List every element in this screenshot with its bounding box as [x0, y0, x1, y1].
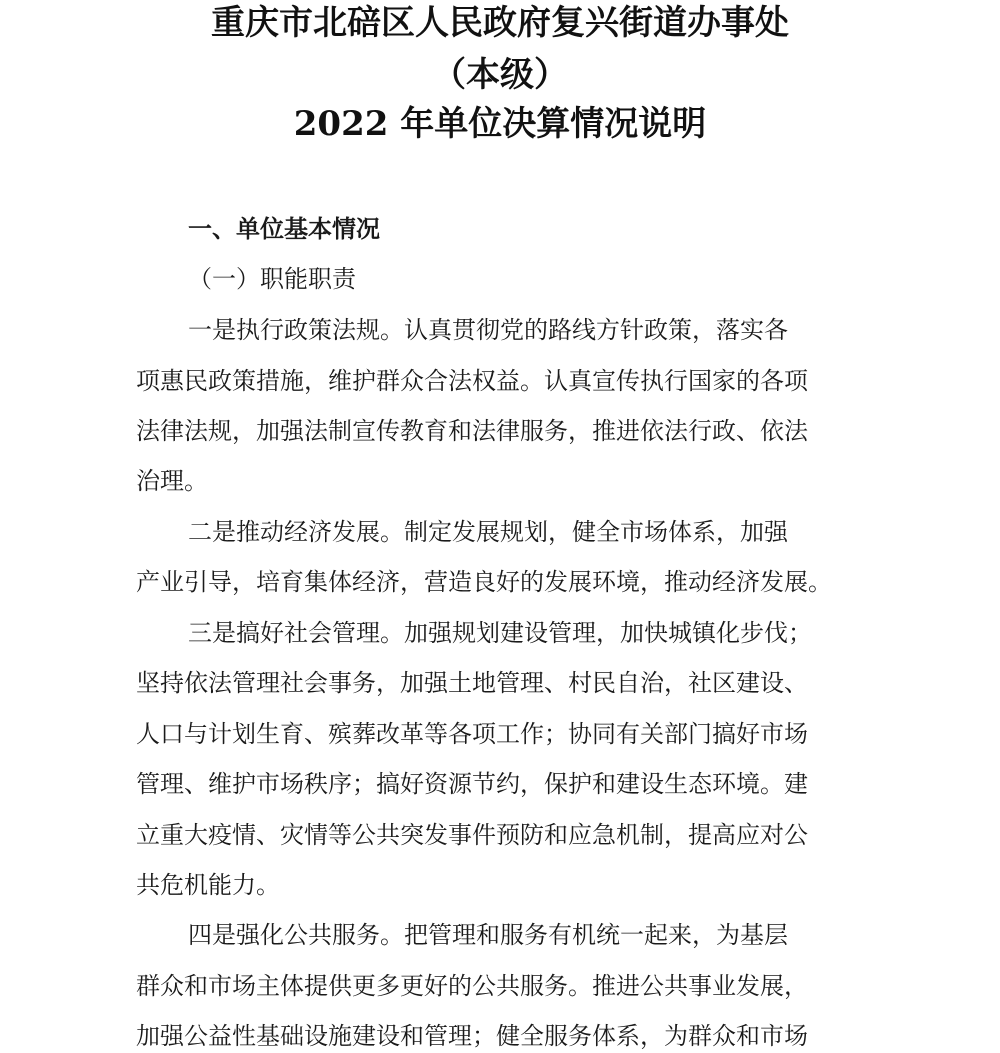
paragraph-line: 人口与计划生育、殡葬改革等各项工作；协同有关部门搞好市场 — [136, 720, 808, 748]
paragraph-line: 群众和市场主体提供更多更好的公共服务。推进公共事业发展， — [136, 972, 808, 1000]
paragraph-line: 项惠民政策措施，维护群众合法权益。认真宣传执行国家的各项 — [136, 367, 808, 395]
paragraph-line: 三是搞好社会管理。加强规划建设管理，加快城镇化步伐； — [188, 619, 812, 647]
paragraph-line: 立重大疫情、灾情等公共突发事件预防和应急机制，提高应对公 — [136, 821, 808, 849]
paragraph-line: 二是推动经济发展。制定发展规划，健全市场体系，加强 — [188, 518, 788, 546]
paragraph-line: 管理、维护市场秩序；搞好资源节约，保护和建设生态环境。建 — [136, 770, 808, 798]
paragraph-line: 治理。 — [136, 467, 208, 495]
paragraph-line: 法律法规，加强法制宣传教育和法律服务，推进依法行政、依法 — [136, 417, 808, 445]
document-title-scope: （本级） — [432, 55, 568, 95]
document-title: 重庆市北碚区人民政府复兴街道办事处 — [211, 3, 789, 43]
section-heading: 一、单位基本情况 — [188, 215, 380, 243]
subsection-heading: （一）职能职责 — [188, 265, 356, 293]
paragraph-line: 加强公益性基础设施建设和管理；健全服务体系，为群众和市场 — [136, 1022, 808, 1050]
document-title-year: 2022 年单位决算情况说明 — [293, 104, 707, 144]
paragraph-line: 坚持依法管理社会事务，加强土地管理、村民自治，社区建设、 — [136, 669, 808, 697]
paragraph-line: 四是强化公共服务。把管理和服务有机统一起来，为基层 — [188, 921, 788, 949]
paragraph-line: 产业引导，培育集体经济，营造良好的发展环境，推动经济发展。 — [136, 568, 832, 596]
paragraph-line: 共危机能力。 — [136, 871, 280, 899]
paragraph-line: 一是执行政策法规。认真贯彻党的路线方针政策，落实各 — [188, 316, 788, 344]
